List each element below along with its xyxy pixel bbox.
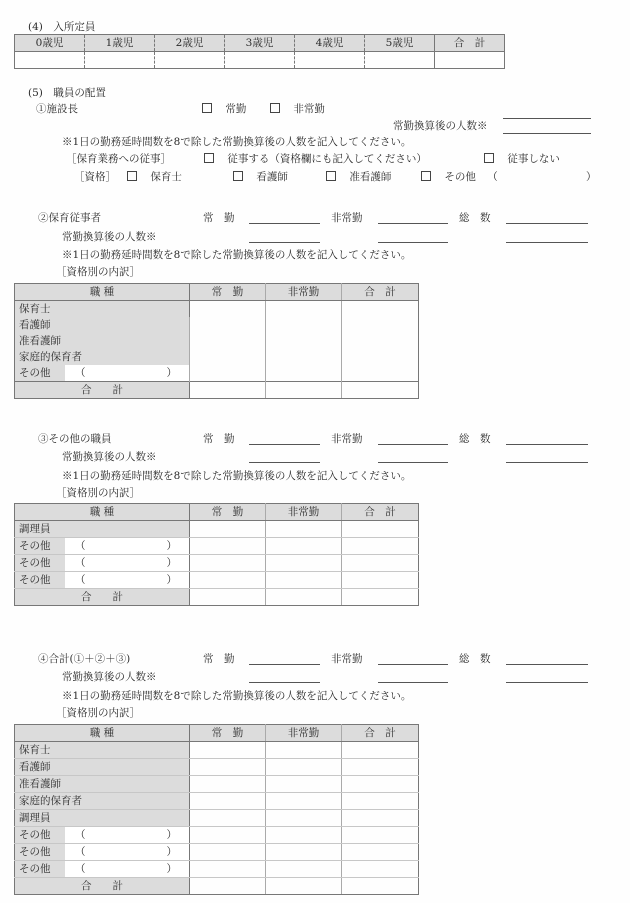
other-staff-breakdown-table — [14, 503, 419, 606]
table-row — [15, 572, 419, 589]
engage-no-label: 従事しない — [507, 153, 560, 165]
other-input[interactable] — [65, 365, 189, 381]
paren-open: （ — [75, 540, 86, 552]
childcare-breakdown-table — [14, 283, 419, 399]
capacity-cell-age0[interactable] — [15, 52, 85, 69]
table-row — [15, 793, 419, 810]
header-job: 職 種 — [15, 504, 190, 521]
header-total: 合 計 — [435, 35, 505, 52]
other-input[interactable] — [65, 861, 189, 877]
other-staff-fte-total-input[interactable] — [506, 462, 588, 463]
header-parttime: 非常勤 — [266, 504, 342, 521]
fulltime-cell[interactable] — [190, 844, 266, 861]
parttime-cell[interactable] — [266, 521, 342, 538]
total-cell[interactable] — [342, 572, 419, 589]
other-input[interactable] — [65, 555, 189, 571]
qual-nurse-option[interactable] — [233, 171, 288, 183]
table-row — [15, 776, 419, 793]
table-header-row — [15, 284, 419, 301]
capacity-cell-age1[interactable] — [85, 52, 155, 69]
checkbox-icon[interactable] — [484, 153, 494, 163]
grand-total-fte-parttime-input[interactable] — [378, 682, 448, 683]
fulltime-cell[interactable] — [190, 793, 266, 810]
row-label: 准看護師 — [15, 333, 190, 349]
other-row-label[interactable] — [15, 572, 190, 589]
section-4-title: (4) 入所定員 — [28, 21, 96, 33]
fulltime-cell[interactable] — [190, 555, 266, 572]
childcare-total-input[interactable] — [506, 223, 588, 224]
total-cell[interactable] — [342, 827, 419, 844]
paren-open: （ — [75, 367, 86, 379]
total-cell[interactable] — [342, 844, 419, 861]
other-staff-breakdown-label: ［資格別の内訳］ — [56, 487, 140, 499]
childcare-fte-label: 常勤換算後の人数※ — [62, 231, 157, 243]
header-job: 職 種 — [15, 725, 190, 742]
sum-fulltime-cell[interactable] — [190, 589, 266, 606]
total-cell[interactable] — [342, 793, 419, 810]
table-row — [15, 301, 419, 318]
qual-childcare-option[interactable] — [127, 171, 182, 183]
other-label: その他 — [15, 844, 65, 860]
childcare-note: ※1日の勤務延時間数を8で除した常勤換算後の人数を記入してください。 — [62, 249, 412, 261]
childcare-breakdown-label: ［資格別の内訳］ — [56, 266, 140, 278]
childcare-parttime-label: 非常勤 — [331, 212, 363, 224]
header-fulltime: 常 勤 — [190, 284, 266, 301]
other-input[interactable] — [65, 538, 189, 554]
grand-total-total-label: 総 数 — [459, 653, 491, 665]
other-row-label[interactable] — [15, 844, 190, 861]
section-5-title: (5) 職員の配置 — [28, 87, 106, 99]
parttime-cell[interactable] — [266, 793, 342, 810]
grand-total-fulltime-label: 常 勤 — [203, 653, 235, 665]
other-row-label[interactable] — [15, 861, 190, 878]
row-label: 家庭的保育者 — [15, 793, 190, 810]
paren-open: （ — [75, 846, 86, 858]
total-cell[interactable] — [342, 776, 419, 793]
capacity-cell-total[interactable] — [435, 52, 505, 69]
paren-close: ） — [166, 863, 177, 875]
parttime-cell[interactable] — [266, 827, 342, 844]
other-input[interactable] — [65, 827, 189, 843]
childcare-fte-fulltime-input[interactable] — [249, 242, 320, 243]
table-row — [15, 810, 419, 827]
qual-assoc-nurse-label: 准看護師 — [349, 171, 392, 183]
fulltime-cell[interactable] — [190, 861, 266, 878]
grand-total-label: ④合計(①＋②＋③) — [38, 653, 131, 665]
qualification-label: ［資格］ — [74, 171, 116, 183]
parttime-cell[interactable] — [266, 742, 342, 759]
capacity-table — [14, 34, 505, 69]
grand-total-breakdown-table — [14, 724, 419, 895]
header-total: 合 計 — [342, 284, 419, 301]
paren-close: ） — [166, 540, 177, 552]
total-cell[interactable] — [342, 861, 419, 878]
other-input[interactable] — [65, 572, 189, 588]
header-age2: 2歳児 — [155, 35, 225, 52]
total-cell[interactable] — [342, 538, 419, 555]
row-label: 調理員 — [15, 521, 190, 538]
header-age3: 3歳児 — [225, 35, 295, 52]
fulltime-cell[interactable] — [190, 572, 266, 589]
checkbox-icon[interactable] — [204, 153, 214, 163]
other-staff-total-label: 総 数 — [459, 433, 491, 445]
other-staff-label: ③その他の職員 — [38, 433, 112, 445]
other-staff-fte-label: 常勤換算後の人数※ — [62, 451, 157, 463]
parttime-cell[interactable] — [266, 555, 342, 572]
capacity-cell-age5[interactable] — [365, 52, 435, 69]
table-row — [15, 861, 419, 878]
engage-no-option[interactable] — [484, 153, 560, 165]
director-note: ※1日の勤務延時間数を8で除した常勤換算後の人数を記入してください。 — [62, 136, 412, 148]
parttime-cell[interactable] — [266, 844, 342, 861]
other-label: その他 — [15, 555, 65, 571]
sum-total-cell[interactable] — [342, 878, 419, 895]
other-input[interactable] — [65, 844, 189, 860]
director-fulltime-label: 常勤 — [225, 103, 247, 115]
paren-open: （ — [75, 863, 86, 875]
other-staff-fulltime-label: 常 勤 — [203, 433, 235, 445]
header-parttime: 非常勤 — [266, 284, 342, 301]
qual-childcare-label: 保育士 — [150, 171, 182, 183]
director-fulltime-option[interactable] — [202, 103, 246, 115]
parttime-cell[interactable] — [266, 572, 342, 589]
fulltime-cell[interactable] — [190, 521, 266, 538]
paren-close: ） — [166, 574, 177, 586]
total-cell[interactable] — [342, 521, 419, 538]
director-parttime-label: 非常勤 — [293, 103, 325, 115]
other-row-label[interactable] — [15, 538, 190, 555]
header-age5: 5歳児 — [365, 35, 435, 52]
fulltime-cell[interactable] — [190, 810, 266, 827]
grand-total-fte-fulltime-input[interactable] — [249, 682, 320, 683]
childcare-fte-total-input[interactable] — [506, 242, 588, 243]
childcare-fte-parttime-input[interactable] — [378, 242, 448, 243]
checkbox-icon[interactable] — [326, 171, 336, 181]
fulltime-cell[interactable] — [190, 301, 266, 382]
total-label: 合 計 — [15, 589, 190, 606]
other-staff-note: ※1日の勤務延時間数を8で除した常勤換算後の人数を記入してください。 — [62, 470, 412, 482]
other-label: その他 — [15, 538, 65, 554]
table-row — [15, 742, 419, 759]
row-label: 看護師 — [15, 317, 190, 333]
paren-close: ） — [166, 846, 177, 858]
qual-other-option[interactable] — [421, 171, 498, 183]
table-row — [15, 759, 419, 776]
director-fte-label: 常勤換算後の人数※ — [393, 120, 488, 132]
checkbox-icon[interactable] — [127, 171, 137, 181]
paren-close: ） — [166, 367, 177, 379]
header-fulltime: 常 勤 — [190, 504, 266, 521]
header-age4: 4歳児 — [295, 35, 365, 52]
row-label: 保育士 — [15, 742, 190, 759]
grand-total-fulltime-input[interactable] — [249, 664, 320, 665]
grand-total-breakdown-label: ［資格別の内訳］ — [56, 707, 140, 719]
grand-total-fte-label: 常勤換算後の人数※ — [62, 671, 157, 683]
other-staff-parttime-input[interactable] — [378, 444, 448, 445]
fulltime-cell[interactable] — [190, 538, 266, 555]
sum-total-cell[interactable] — [342, 382, 419, 399]
parttime-cell[interactable] — [266, 301, 342, 382]
childcare-parttime-input[interactable] — [378, 223, 448, 224]
engage-label: ［保育業務への従事］ — [66, 153, 171, 165]
grand-total-note: ※1日の勤務延時間数を8で除した常勤換算後の人数を記入してください。 — [62, 690, 412, 702]
parttime-cell[interactable] — [266, 759, 342, 776]
grand-total-parttime-label: 非常勤 — [331, 653, 363, 665]
fulltime-cell[interactable] — [190, 776, 266, 793]
table-header-row — [15, 504, 419, 521]
childcare-total-label: 総 数 — [459, 212, 491, 224]
engage-yes-option[interactable] — [204, 153, 427, 165]
other-row-label[interactable] — [15, 827, 190, 844]
grand-total-parttime-input[interactable] — [378, 664, 448, 665]
table-row — [15, 521, 419, 538]
checkbox-icon[interactable] — [421, 171, 431, 181]
total-cell[interactable] — [342, 742, 419, 759]
checkbox-icon[interactable] — [270, 103, 280, 113]
table-total-row — [15, 878, 419, 895]
row-label: 看護師 — [15, 759, 190, 776]
capacity-cell-age3[interactable] — [225, 52, 295, 69]
header-job: 職 種 — [15, 284, 190, 301]
table-total-row — [15, 382, 419, 399]
paren-close: ） — [166, 557, 177, 569]
total-cell[interactable] — [342, 759, 419, 776]
header-total: 合 計 — [342, 504, 419, 521]
parttime-cell[interactable] — [266, 776, 342, 793]
row-label: 調理員 — [15, 810, 190, 827]
paren-open: （ — [75, 829, 86, 841]
checkbox-icon[interactable] — [233, 171, 243, 181]
engage-yes-label: 従事する（資格欄にも記入してください） — [227, 153, 427, 165]
table-row — [15, 555, 419, 572]
paren-open: （ — [75, 557, 86, 569]
capacity-cell-age4[interactable] — [295, 52, 365, 69]
other-staff-fte-fulltime-input[interactable] — [249, 462, 320, 463]
table-total-row — [15, 589, 419, 606]
sum-parttime-cell[interactable] — [266, 589, 342, 606]
row-label: 家庭的保育者 — [15, 349, 190, 365]
header-age0: 0歳児 — [15, 35, 85, 52]
childcare-fulltime-label: 常 勤 — [203, 212, 235, 224]
qual-assoc-nurse-option[interactable] — [326, 171, 391, 183]
header-parttime: 非常勤 — [266, 725, 342, 742]
sum-fulltime-cell[interactable] — [190, 878, 266, 895]
total-label: 合 計 — [15, 878, 190, 895]
sum-total-cell[interactable] — [342, 589, 419, 606]
parttime-cell[interactable] — [266, 538, 342, 555]
grand-total-total-input[interactable] — [506, 664, 588, 665]
parttime-cell[interactable] — [266, 810, 342, 827]
grand-total-fte-total-input[interactable] — [506, 682, 588, 683]
paren-close: ） — [586, 171, 597, 183]
paren-open: （ — [75, 574, 86, 586]
other-label: その他 — [15, 861, 65, 877]
fulltime-cell[interactable] — [190, 827, 266, 844]
other-staff-fte-parttime-input[interactable] — [378, 462, 448, 463]
other-label: その他 — [15, 365, 65, 381]
row-label: 准看護師 — [15, 776, 190, 793]
sum-fulltime-cell[interactable] — [190, 382, 266, 399]
other-label: その他 — [15, 572, 65, 588]
header-age1: 1歳児 — [85, 35, 155, 52]
other-label: その他 — [15, 827, 65, 843]
total-cell[interactable] — [342, 555, 419, 572]
header-total: 合 計 — [342, 725, 419, 742]
row-label: 保育士 — [15, 301, 190, 318]
director-line-top[interactable] — [503, 118, 591, 119]
qual-nurse-label: 看護師 — [256, 171, 288, 183]
table-row — [15, 827, 419, 844]
other-staff-fulltime-input[interactable] — [249, 444, 320, 445]
total-label: 合 計 — [15, 382, 190, 399]
director-fte-input[interactable] — [503, 133, 591, 134]
total-cell[interactable] — [342, 810, 419, 827]
childcare-label: ②保育従事者 — [38, 212, 101, 224]
capacity-input-row — [15, 52, 505, 69]
header-fulltime: 常 勤 — [190, 725, 266, 742]
checkbox-icon[interactable] — [202, 103, 212, 113]
sum-parttime-cell[interactable] — [266, 878, 342, 895]
parttime-cell[interactable] — [266, 861, 342, 878]
capacity-cell-age2[interactable] — [155, 52, 225, 69]
other-staff-total-input[interactable] — [506, 444, 588, 445]
paren-close: ） — [166, 829, 177, 841]
table-row — [15, 538, 419, 555]
director-parttime-option[interactable] — [270, 103, 325, 115]
fulltime-cell[interactable] — [190, 759, 266, 776]
director-label: ①施設長 — [36, 103, 78, 115]
table-row — [15, 844, 419, 861]
table-header-row — [15, 725, 419, 742]
other-row-label[interactable] — [15, 555, 190, 572]
total-cell[interactable] — [342, 301, 419, 382]
capacity-header-row — [15, 35, 505, 52]
other-staff-parttime-label: 非常勤 — [331, 433, 363, 445]
childcare-fulltime-input[interactable] — [249, 223, 320, 224]
sum-parttime-cell[interactable] — [266, 382, 342, 399]
qual-other-label: その他 — [444, 171, 476, 183]
fulltime-cell[interactable] — [190, 742, 266, 759]
paren-open: （ — [487, 171, 498, 183]
other-row-label[interactable] — [15, 365, 190, 382]
